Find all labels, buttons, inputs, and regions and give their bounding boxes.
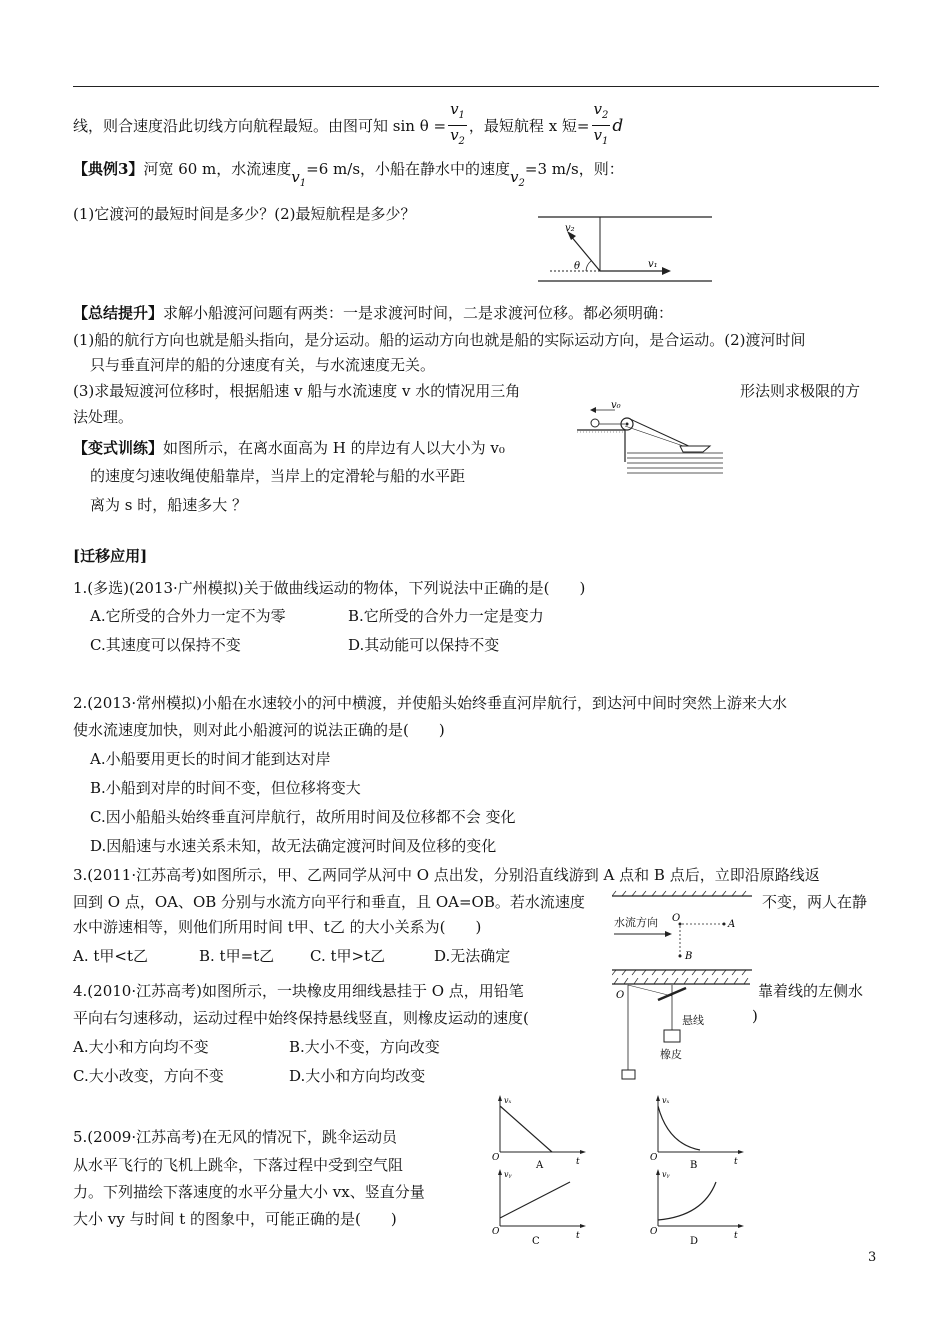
svg-text:O: O [616, 990, 625, 1001]
summary-p1b: 只与垂直河岸的船的分速度有关，与水流速度无关。 [90, 356, 436, 374]
q5-l4: 大小 vy 与时间 t 的图象中，可能正确的是( ) [73, 1210, 397, 1228]
q3-l2b: 不变，两人在静 [762, 893, 868, 911]
example3-a: 河宽 60 m，水流速度 [143, 160, 292, 178]
q5-graph-d-label: D [690, 1236, 699, 1247]
q4-l2b: ) [752, 1007, 758, 1025]
svg-text:O: O [650, 1153, 658, 1163]
svg-text:O: O [492, 1153, 500, 1163]
line1-pre: 线，则合速度沿此切线方向航程最短。由图可知 sin θ = [73, 117, 447, 135]
q5-graph-a [490, 1094, 590, 1172]
q3-l3: 水中游速相等，则他们所用时间 t甲、t乙 的大小关系为( ) [73, 918, 482, 936]
q4-fig-line-label: 悬线 [682, 1014, 704, 1027]
summary-p3a: (3)求最短渡河位移时，根据船速 v 船与水流速度 v 水的情况用三角 [73, 382, 521, 400]
variant-l2: 的速度匀速收绳使船靠岸，当岸上的定滑轮与船的水平距 [90, 467, 466, 485]
example3-line: 【典例3】河宽 60 m，水流速度$v_1=6$ m/s，小船在静水中的速度$v_2=3$ m/s，则： [73, 160, 624, 189]
q3-option-a: A. t甲<t乙 [73, 947, 148, 965]
q5-l2: 从水平飞行的飞机上跳伞，下落过程中受到空气阻 [73, 1156, 404, 1174]
q2-option-b: B.小船到对岸的时间不变，但位移将变大 [90, 779, 361, 797]
svg-text:θ: θ [574, 261, 581, 272]
q4-l1a: 4.(2010·江苏高考)如图所示，一块橡皮用细线悬挂于 O 点，用铅笔 [73, 982, 524, 1000]
line1-mid: ，最短航程 x 短= [468, 117, 590, 135]
q4-l1b: 靠着线的左侧水 [758, 982, 864, 1000]
q5-l1: 5.(2009·江苏高考)在无风的情况下，跳伞运动员 [73, 1128, 397, 1146]
svg-text:vᵧ: vᵧ [662, 1170, 670, 1179]
example3-tag: 【典例3】 [73, 160, 144, 178]
example3-c: =3 m/s，则： [524, 160, 624, 178]
q4-option-c: C.大小改变，方向不变 [73, 1067, 224, 1085]
q3-l1: 3.(2011·江苏高考)如图所示，甲、乙两同学从河中 O 点出发，分别沿直线游到 A 点和 B 点后，立即沿原路线返 [73, 866, 820, 884]
river-figure [538, 205, 714, 287]
svg-text:vᵧ: vᵧ [504, 1170, 512, 1179]
q5-graph-d [648, 1168, 748, 1248]
pulley-boat-figure [575, 396, 725, 480]
svg-text:t: t [576, 1157, 580, 1167]
line1-d: d [612, 115, 624, 136]
svg-text:O: O [650, 1227, 658, 1237]
q2-l1: 2.(2013·常州模拟)小船在水速较小的河中横渡，并使船头始终垂直河岸航行，到达河中间时突然上游来大水 [73, 694, 787, 712]
q5-graph-c [490, 1168, 590, 1248]
q1-option-d: D.其动能可以保持不变 [348, 636, 500, 654]
svg-text:B: B [685, 951, 693, 962]
q2-option-c: C.因小船船头始终垂直河岸航行，故所用时间及位移都不会 变化 [90, 808, 516, 826]
q5-l3: 力。下列描绘下落速度的水平分量大小 vx、竖直分量 [73, 1183, 425, 1201]
svg-text:vₓ: vₓ [504, 1096, 512, 1105]
svg-text:O: O [492, 1227, 500, 1237]
q2-option-d: D.因船速与水速关系未知，故无法确定渡河时间及位移的变化 [90, 837, 497, 855]
q2-l2: 使水流速度加快，则对此小船渡河的说法正确的是( ) [73, 721, 445, 739]
svg-text:v₁: v₁ [648, 259, 658, 270]
q3-figure [612, 890, 754, 976]
summary-line [73, 302, 673, 323]
summary-text: 求解小船渡河问题有两类：一是求渡河时间，二是求渡河位移。都必须明确： [163, 304, 674, 322]
variant-tag: 【变式训练】 [73, 439, 164, 457]
page-number: 3 [868, 1250, 877, 1265]
svg-text:t: t [576, 1231, 580, 1241]
svg-text:v₂: v₂ [565, 223, 575, 234]
header-rule [73, 86, 879, 87]
q5-graph-b-label: B [690, 1160, 698, 1171]
line1 [73, 100, 623, 151]
q4-option-a: A.大小和方向均不变 [73, 1038, 209, 1056]
q5-graph-a-label: A [536, 1160, 544, 1171]
example3-question: (1)它渡河的最短时间是多少？(2)最短航程是多少？ [73, 205, 416, 223]
q4-fig-eraser-label: 橡皮 [660, 1048, 682, 1061]
q3-l2a: 回到 O 点，OA、OB 分别与水流方向平行和垂直，且 OA=OB。若水流速度 [73, 893, 585, 911]
q5-graph-c-label: C [532, 1236, 540, 1247]
q4-option-d: D.大小和方向均改变 [289, 1067, 426, 1085]
summary-tag: 【总结提升】 [73, 304, 164, 322]
svg-text:v₀: v₀ [611, 400, 621, 411]
q2-option-a: A.小船要用更长的时间才能到达对岸 [90, 750, 331, 768]
q4-figure [612, 978, 752, 1084]
q3-option-c: C. t甲>t乙 [310, 947, 386, 965]
q1-stem: 1.(多选)(2013·广州模拟)关于做曲线运动的物体，下列说法中正确的是( ) [73, 579, 586, 597]
q1-option-b: B.它所受的合外力一定是变力 [348, 607, 544, 625]
q4-option-b: B.大小不变，方向改变 [289, 1038, 440, 1056]
svg-text:A: A [728, 919, 736, 930]
fraction-v2-v1: $\frac{v_2}{v_1}$ [593, 100, 609, 147]
svg-text:t: t [734, 1231, 738, 1241]
variant-l1 [73, 437, 505, 458]
variant-l3: 离为 s 时，船速多大 ？ [90, 496, 248, 514]
q3-option-d: D.无法确定 [434, 947, 511, 965]
q3-option-b: B. t甲=t乙 [199, 947, 275, 965]
svg-text:O: O [672, 913, 681, 924]
summary-p3b: 形法则求极限的方 [740, 382, 861, 400]
q5-graph-b [648, 1094, 748, 1172]
q4-l2a: 平向右匀速移动，运动过程中始终保持悬线竖直，则橡皮运动的速度( [73, 1009, 529, 1027]
summary-p1a: (1)船的航行方向也就是船头指向，是分运动。船的运动方向也就是船的实际运动方向，是合运动。(2)渡河时间 [73, 331, 806, 349]
summary-p3c: 法处理。 [73, 408, 134, 426]
example3-b: =6 m/s，小船在静水中的速度 [306, 160, 511, 178]
q1-option-a: A.它所受的合外力一定不为零 [90, 607, 286, 625]
section-title: [迁移应用] [73, 547, 148, 565]
q1-option-c: C.其速度可以保持不变 [90, 636, 241, 654]
q3-fig-label: 水流方向 [614, 916, 658, 929]
variant-l1-text: 如图所示，在离水面高为 H 的岸边有人以大小为 v₀ [163, 439, 505, 457]
svg-text:vₓ: vₓ [662, 1096, 670, 1105]
svg-text:t: t [734, 1157, 738, 1167]
fraction-v1-v2: $\frac{v_1}{v_2}$ [450, 100, 465, 147]
